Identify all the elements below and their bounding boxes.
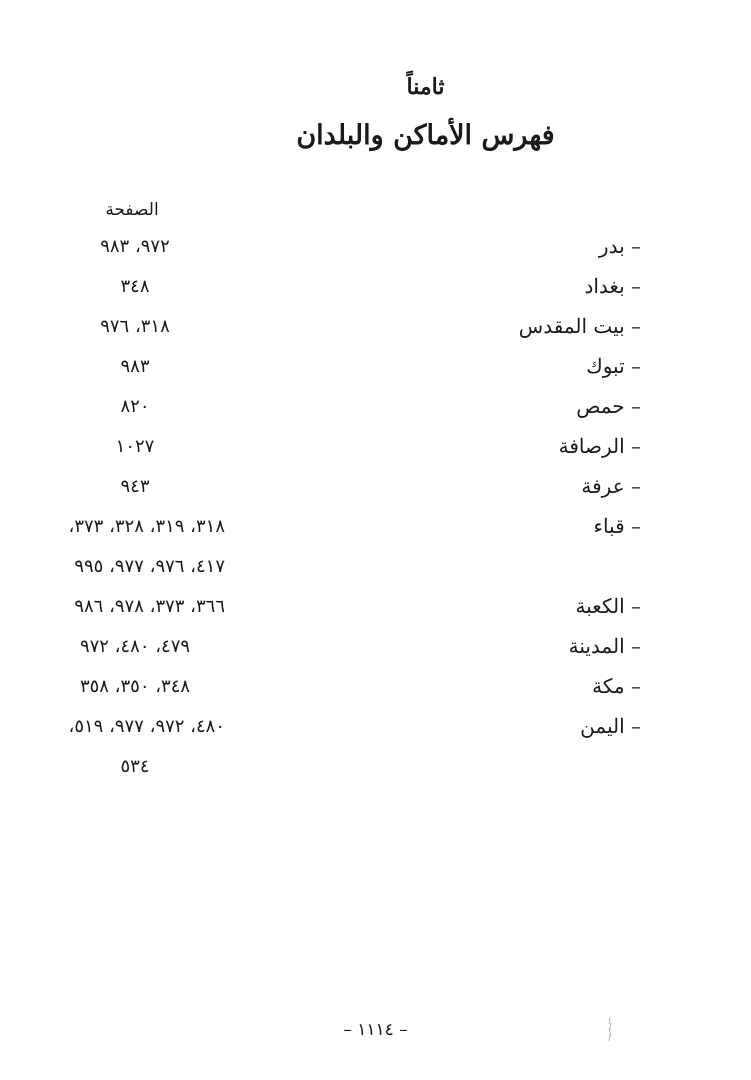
page-numbers: ٤١٧، ٩٧٦، ٩٧٧، ٩٩٥ <box>74 556 225 577</box>
index-row-continuation <box>0 548 751 588</box>
index-row <box>0 428 751 468</box>
index-row <box>0 228 751 268</box>
section-label: ثامناً <box>406 74 445 100</box>
place-name: – المدينة <box>568 634 641 658</box>
index-row <box>0 668 751 708</box>
page-numbers: ٣٦٦، ٣٧٣، ٩٧٨، ٩٨٦ <box>74 596 225 617</box>
place-name: – بيت المقدس <box>518 314 641 338</box>
place-name: – الكعبة <box>575 594 641 618</box>
page-numbers: ٤٧٩، ٤٨٠، ٩٧٢ <box>79 636 191 657</box>
index-row <box>0 348 751 388</box>
index-list <box>0 228 751 788</box>
page-numbers: ٩٧٢، ٩٨٣ <box>100 236 170 257</box>
index-row <box>0 268 751 308</box>
page-numbers: ٤٨٠، ٩٧٢، ٩٧٧، ٥١٩، <box>68 716 225 737</box>
place-name: – عرفة <box>581 474 641 498</box>
place-name: – مكة <box>592 674 641 698</box>
page-numbers: ٩٤٣ <box>120 476 150 497</box>
place-name: – تبوك <box>586 354 641 378</box>
page-numbers: ٥٣٤ <box>120 756 150 777</box>
page-title: فهرس الأماكن والبلدان <box>296 120 555 151</box>
place-name: – اليمن <box>580 714 641 738</box>
place-name: – الرصافة <box>558 434 641 458</box>
page-numbers: ٣١٨، ٩٧٦ <box>100 316 170 337</box>
page-numbers: ٨٢٠ <box>120 396 150 417</box>
page-number-footer <box>0 1020 751 1040</box>
index-row <box>0 308 751 348</box>
place-name: – حمص <box>576 394 641 418</box>
place-name: – بدر <box>598 234 641 258</box>
page-numbers: ٣٤٨، ٣٥٠، ٣٥٨ <box>79 676 191 697</box>
page-numbers: ١٠٢٧ <box>115 436 155 457</box>
page-numbers: ٣٤٨ <box>120 276 150 297</box>
place-name: – قباء <box>593 514 641 538</box>
index-row <box>0 628 751 668</box>
page-column-header: الصفحة <box>105 200 159 220</box>
index-row <box>0 388 751 428</box>
place-name: – بغداد <box>584 274 641 298</box>
index-row <box>0 508 751 548</box>
index-row <box>0 468 751 508</box>
scan-smudge-mark <box>604 1016 616 1042</box>
page-numbers: ٩٨٣ <box>120 356 150 377</box>
index-row <box>0 708 751 748</box>
page-numbers: ٣١٨، ٣١٩، ٣٢٨، ٣٧٣، <box>68 516 225 537</box>
index-row <box>0 588 751 628</box>
page-number: – ١١١٤ – <box>343 1020 408 1040</box>
index-row-continuation <box>0 748 751 788</box>
